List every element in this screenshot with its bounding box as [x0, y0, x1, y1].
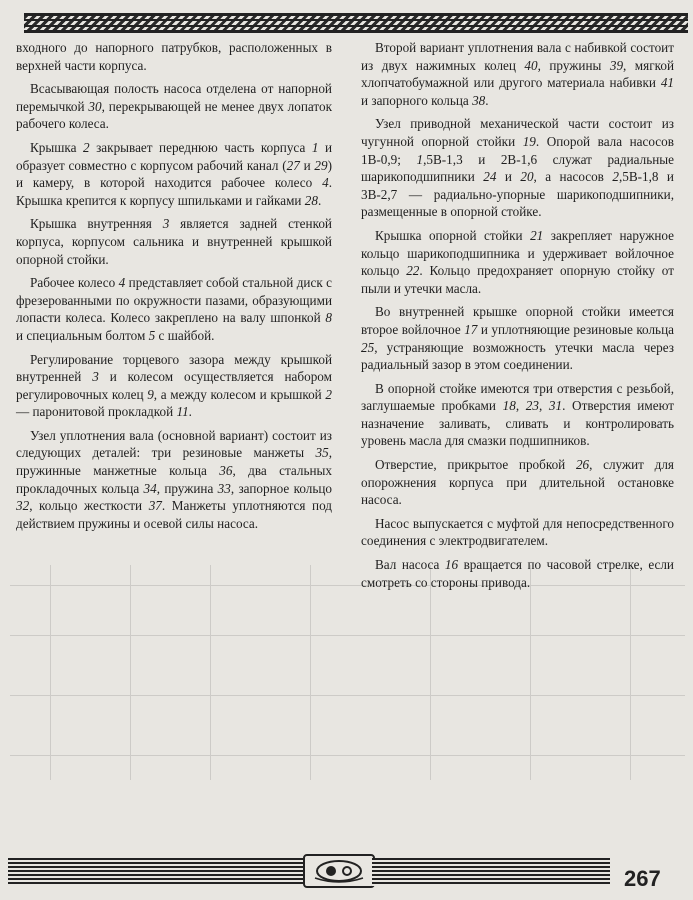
- top-ornament: [24, 13, 688, 33]
- paragraph: В опорной стойке имеются три отверстия с резьбой, заглушаемые пробками 18, 23, 31. Отверстия имеют назначение заливать, сливать и контролировать уровень масла для смазки подшипников.: [361, 380, 675, 449]
- paragraph: Вал насоса 16 вращается по часовой стрелке, если смотреть со стороны привода.: [361, 557, 674, 590]
- paragraph: Рабочее колесо 4 представляет собой стальной диск с фрезерованными по окружности пазами, образующими лопасти колеса. Колесо закреплено на валу шпонкой 8 и специальным болтом 5 с шайбой.: [16, 275, 332, 343]
- paragraph: Во внутренней крышке опорной стойки имеется второе войлочное 17 и уплотняющие резиновые кольца 25, устраняющие возможность утечки масла через радиальный зазор в этом соединении.: [361, 304, 674, 373]
- paragraph: Отверстие, прикрытое пробкой 26, служит для опорожнения корпуса при длительной остановке насоса.: [361, 457, 674, 508]
- bottom-ornament-left: [8, 858, 308, 886]
- bottom-ornament-right: [372, 858, 610, 886]
- publisher-emblem-icon: [303, 854, 375, 888]
- paragraph: Второй вариант уплотнения вала с набивкой состоит из двух нажимных колец 40, пружины 39, мягкой хлопчатобумажной или другого материала набивки 41 и запорного кольца 38.: [361, 40, 675, 108]
- page-number: 267: [624, 866, 661, 891]
- show-through-table: [10, 565, 685, 780]
- paragraph: Крышка внутренняя 3 является задней стенкой корпуса, корпусом сальника и внутренней крышкой опорной стойки.: [16, 216, 332, 267]
- paragraph: входного до напорного патрубков, расположенных в верхней части корпуса.: [16, 40, 332, 73]
- paragraph: Крышка опорной стойки 21 закрепляет наружное кольцо шарикоподшипника и удерживает войлочное кольцо 22. Кольцо предохраняет опорную стойку от пыли и утечки масла.: [361, 227, 675, 296]
- paragraph: Всасывающая полость насоса отделена от напорной перемычкой 30, перекрывающей не менее двух лопаток рабочего колеса.: [16, 81, 332, 132]
- paragraph: Регулирование торцевого зазора между крышкой внутренней 3 и колесом осуществляется набором регулировочных колец 9, а между колесом и крышкой 2 — паронитовой прокладкой 11.: [16, 351, 332, 420]
- left-text-column: [16, 39, 332, 538]
- paragraph: Узел уплотнения вала (основной вариант) состоит из следующих деталей: три резиновые манжеты 35, пружинные манжетные кольца 36, два стальных прокладочных кольца 34, пружина 33, запорное кольцо 32, кольцо жесткости 37. Манжеты уплотняются под действием пружины и осевой силы насоса.: [16, 427, 332, 531]
- paragraph: Насос выпускается с муфтой для непосредственного соединения с электродвигателем.: [361, 515, 674, 549]
- paragraph: Крышка 2 закрывает переднюю часть корпуса 1 и образует совместно с корпусом рабочий канал (27 и 29) и камеру, в которой находится рабочее колесо 4. Крышка крепится к корпусу шпильками и гайками 28.: [16, 139, 332, 208]
- paragraph: Узел приводной механической части состоит из чугунной опорной стойки 19. Опорой вала насосов 1В-0,9; 1,5В-1,3 и 2В-1,6 служат радиальные шарикоподшипники 24 и 20, а насосов 2,5В-1,8 и 3В-2,7 — радиально-упорные шарикоподшипники, размещенные в опорной стойке.: [361, 116, 674, 220]
- right-text-column: [361, 39, 674, 597]
